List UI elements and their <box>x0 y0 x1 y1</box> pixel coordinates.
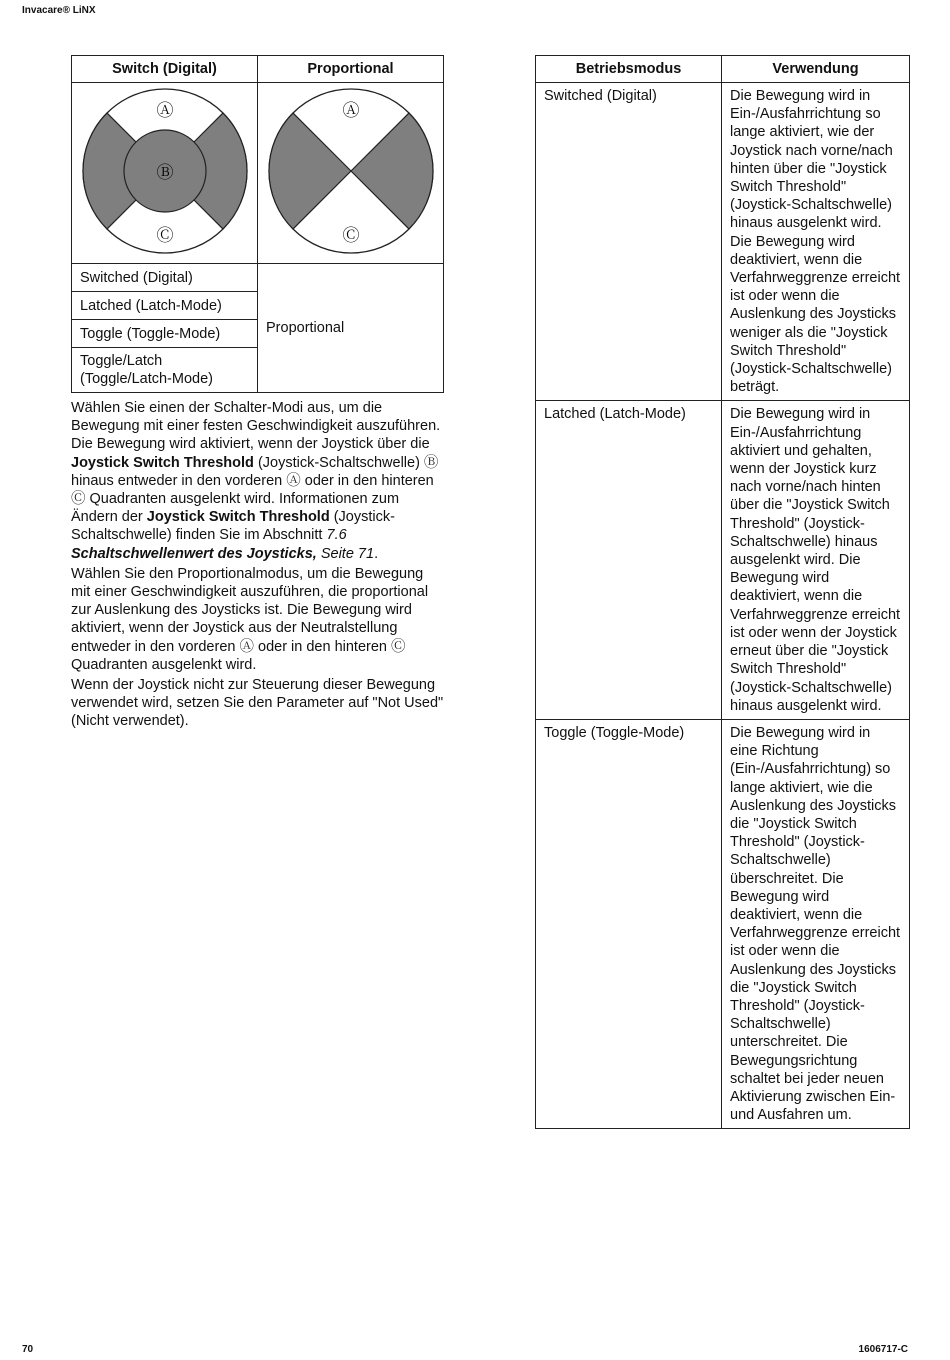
switch-diagram-cell <box>72 83 258 264</box>
label-a-switch: Ⓐ <box>156 100 173 120</box>
document-id: 1606717-C <box>858 1344 908 1355</box>
mode-latched: Latched (Latch-Mode) <box>72 292 258 320</box>
header-verwendung: Verwendung <box>722 56 910 83</box>
table-row <box>536 401 910 719</box>
row-description: Die Bewegung wird in eine Richtung (Ein-/Ausfahrrichtung) so lange aktiviert, wie die Auslenkung des Joysticks die "Joystick Switch Threshold" (Joystick-Schaltschwelle) überschreitet. Die Bewegung wird deaktiviert, wenn die Verfahrweggrenze erreicht ist oder wenn die Auslenkung des Joysticks die "Joystick Switch Threshold" (Joystick-Schaltschwelle) unterschreitet. Die Bewegungsrichtung schaltet bei jeder neuen Aktivierung zwischen Ein- und Ausfahren um. <box>722 719 910 1128</box>
label-a-proportional: Ⓐ <box>342 100 359 120</box>
mode-toggle-latch: Toggle/Latch (Toggle/Latch-Mode) <box>72 348 258 393</box>
row-description: Die Bewegung wird in Ein-/Ausfahrrichtung aktiviert und gehalten, wenn der Joystick kurz nach vorne/nach hinten über die "Joystick Switch Threshold" (Joystick-Schaltschwelle) hinaus ausgelenkt wird. Die Bewegung wird deaktiviert, wenn die Verfahrweggrenze erreicht ist oder wenn der Joystick erneut über die "Joystick Switch Threshold" (Joystick-Schaltschwelle) hinaus ausgelenkt wird. <box>722 401 910 719</box>
page-number: 70 <box>22 1344 34 1355</box>
proportional-diagram <box>266 86 436 256</box>
joystick-mode-table <box>71 55 444 393</box>
proportional-diagram-cell <box>258 83 444 264</box>
mode-proportional: Proportional <box>258 264 444 393</box>
switch-digital-diagram <box>80 86 250 256</box>
label-c-switch: Ⓒ <box>156 225 173 245</box>
operating-mode-table <box>535 55 910 1129</box>
header-betriebsmodus: Betriebsmodus <box>536 56 722 83</box>
header-proportional: Proportional <box>258 56 444 83</box>
row-mode: Switched (Digital) <box>536 83 722 401</box>
header-switch-digital: Switch (Digital) <box>72 56 258 83</box>
paragraph-switch-modes: Wählen Sie einen der Schalter-Modi aus, um die Bewegung mit einer festen Geschwindigkeit auszuführen. Die Bewegung wird aktiviert, wenn der Joystick über die Joystick Switch Threshold (Joystick-Schaltschwelle) Ⓑ hinaus entweder in den vorderen Ⓐ oder in den hinteren Ⓒ Quadranten ausgelenkt wird. Informationen zum Ändern der Joystick Switch Threshold (Joystick-Schaltschwelle) finden Sie im Abschnitt 7.6 Schaltschwellenwert des Joysticks, Seite 71. <box>71 400 441 562</box>
header-brand: Invacare® LiNX <box>22 5 96 16</box>
label-b-switch: Ⓑ <box>156 162 173 182</box>
paragraph-not-used: Wenn der Joystick nicht zur Steuerung dieser Bewegung verwendet wird, setzen Sie den Parameter auf "Not Used" (Nicht verwendet). <box>71 677 444 730</box>
label-c-proportional: Ⓒ <box>342 225 359 245</box>
table-row <box>536 719 910 1128</box>
row-mode: Toggle (Toggle-Mode) <box>536 719 722 1128</box>
table-row <box>536 83 910 401</box>
mode-switched: Switched (Digital) <box>72 264 258 292</box>
row-description: Die Bewegung wird in Ein-/Ausfahrrichtung so lange aktiviert, wie der Joystick nach vorne/nach hinten über die "Joystick Switch Threshold" (Joystick-Schaltschwelle) hinaus ausgelenkt wird. Die Bewegung wird deaktiviert, wenn die Verfahrweggrenze erreicht ist oder wenn die Auslenkung des Joysticks weniger als die "Joystick Switch Threshold" (Joystick-Schaltschwelle) beträgt. <box>722 83 910 401</box>
body-text <box>71 399 446 733</box>
paragraph-proportional: Wählen Sie den Proportionalmodus, um die Bewegung mit einer Geschwindigkeit auszuführen, die proportional zur Auslenkung des Joysticks ist. Die Bewegung wird aktiviert, wenn der Joystick aus der Neutralstellung entweder in den vorderen Ⓐ oder in den hinteren Ⓒ Quadranten ausgelenkt wird. <box>71 565 429 673</box>
row-mode: Latched (Latch-Mode) <box>536 401 722 719</box>
mode-toggle: Toggle (Toggle-Mode) <box>72 320 258 348</box>
